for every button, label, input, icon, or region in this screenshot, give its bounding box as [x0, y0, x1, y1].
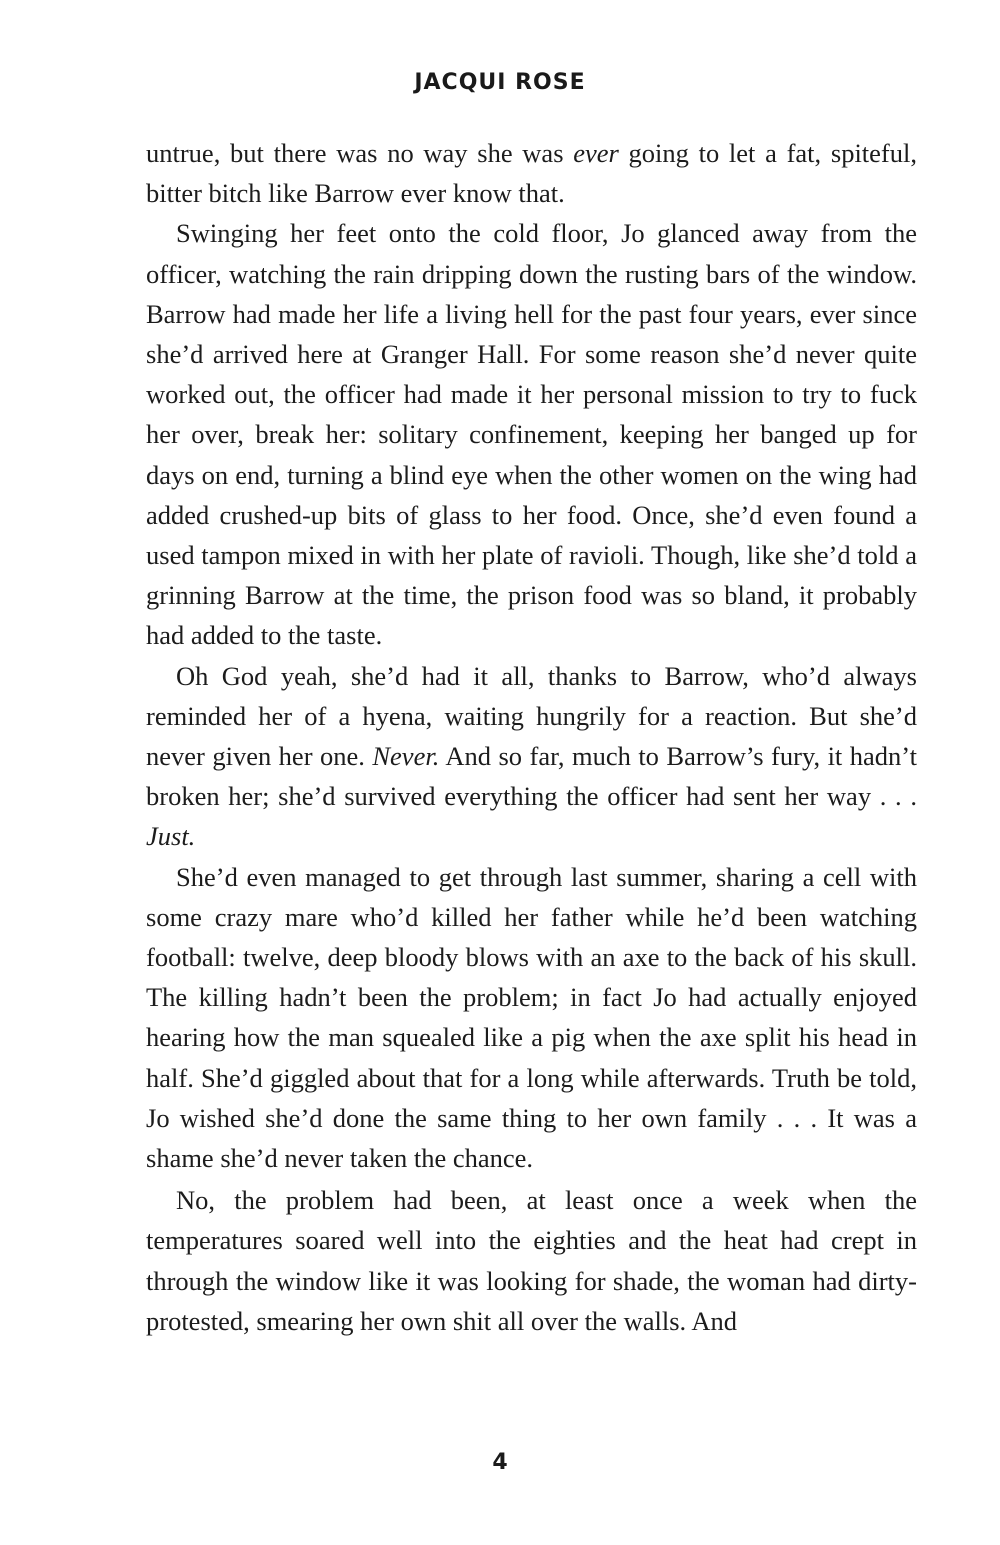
paragraph-2: Swinging her feet onto the cold floor, Jo glanced away from the officer, watching the rain dripping down the rusting bars of the window. Barrow had made her life a living hell for the past four years, ever since she’d arrived here at Granger Hall. For some reason she’d never quite worked out, the officer had made it her personal mission to try to fuck her over, break her: solitary confinement, keeping her banged up for days on end, turning a blind eye when the other women on the wing had added crushed-up bits of glass to her food. Once, she’d even found a used tampon mixed in with her plate of ravioli. Though, like she’d told a grinning Barrow at the time, the prison food was so bland, it probably had added to the taste. [146, 218, 917, 651]
paragraph-3: Oh God yeah, she’d had it all, thanks to Barrow, who’d always reminded her of a hyena, waiting hungrily for a reaction. But she’d never given her one. Never. And so far, much to Barrow’s fury, it hadn’t broken her; she’d survived everything the officer had sent her way . . . Just. [146, 660, 917, 852]
page-number: 4 [492, 1450, 508, 1475]
page-body [146, 133, 917, 1341]
paragraph-5: No, the problem had been, at least once a week when the temperatures soared well into the eighties and the heat had crept in through the window like it was looking for shade, the woman had dirty-protested, smearing her own shit all over the walls. And [146, 1185, 917, 1336]
paragraph-1: untrue, but there was no way she was ever going to let a fat, spiteful, bitter bitch like Barrow ever know that. [146, 138, 917, 209]
running-header: JACQUI ROSE [414, 70, 586, 95]
paragraph-4: She’d even managed to get through last summer, sharing a cell with some crazy mare who’d killed her father while he’d been watching football: twelve, deep bloody blows with an axe to the back of his skull. The killing hadn’t been the problem; in fact Jo had actually enjoyed hearing how the man squealed like a pig when the axe split his head in half. She’d giggled about that for a long while afterwards. Truth be told, Jo wished she’d done the same thing to her own family . . . It was a shame she’d never taken the chance. [146, 861, 917, 1174]
